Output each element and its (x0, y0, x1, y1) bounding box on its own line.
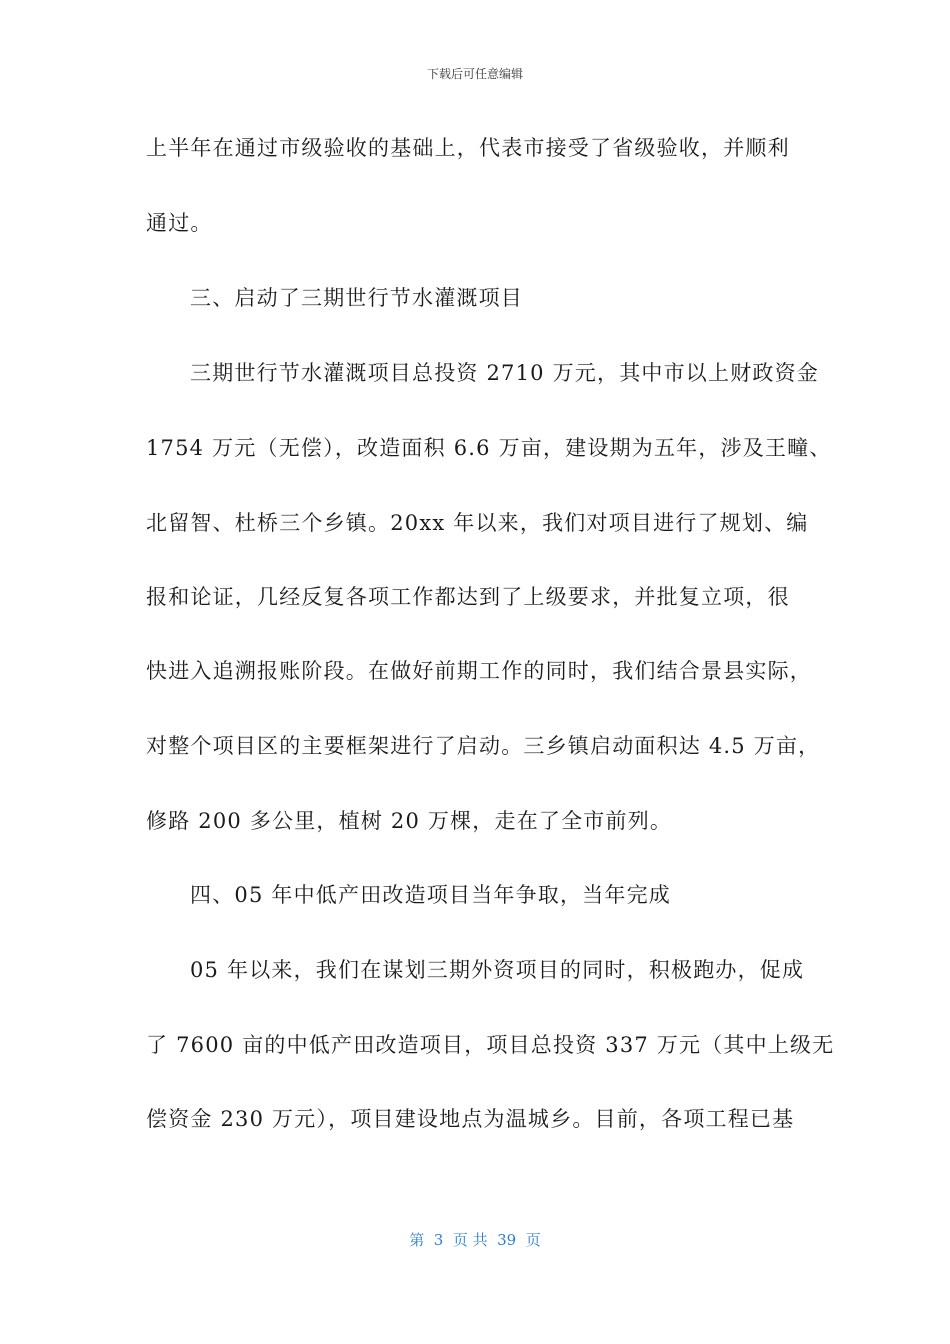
page-header: 下载后可任意编辑 (426, 67, 523, 81)
paragraph-line: 上半年在通过市级验收的基础上，代表市接受了省级验收，并顺利 (146, 136, 790, 160)
section-heading: 三、启动了三期世行节水灌溉项目 (190, 286, 523, 310)
paragraph-line: 05 年以来，我们在谋划三期外资项目的同时，积极跑办，促成 (190, 958, 805, 982)
paragraph-line: 北留智、杜桥三个乡镇。20xx 年以来，我们对项目进行了规划、编 (146, 511, 809, 535)
paragraph-line: 三期世行节水灌溉项目总投资 2710 万元，其中市以上财政资金 (190, 361, 819, 385)
paragraph-line: 通过。 (146, 211, 213, 235)
paragraph-line: 修路 200 多公里，植树 20 万棵，走在了全市前列。 (146, 809, 673, 833)
paragraph-line: 1754 万元（无偿），改造面积 6.6 万亩，建设期为五年，涉及王疃、 (146, 436, 832, 460)
paragraph-line: 了 7600 亩的中低产田改造项目，项目总投资 337 万元（其中上级无 (146, 1033, 835, 1057)
page-number-footer: 第 3 页 共 39 页 (409, 1231, 541, 1249)
paragraph-line: 偿资金 230 万元），项目建设地点为温城乡。目前，各项工程已基 (146, 1107, 795, 1131)
paragraph-line: 快进入追溯报账阶段。在做好前期工作的同时，我们结合景县实际， (146, 659, 812, 683)
paragraph-line: 对整个项目区的主要框架进行了启动。三乡镇启动面积达 4.5 万亩， (146, 734, 821, 758)
section-heading: 四、05 年中低产田改造项目当年争取，当年完成 (190, 883, 671, 907)
paragraph-line: 报和论证，几经反复各项工作都达到了上级要求，并批复立项，很 (146, 585, 790, 609)
